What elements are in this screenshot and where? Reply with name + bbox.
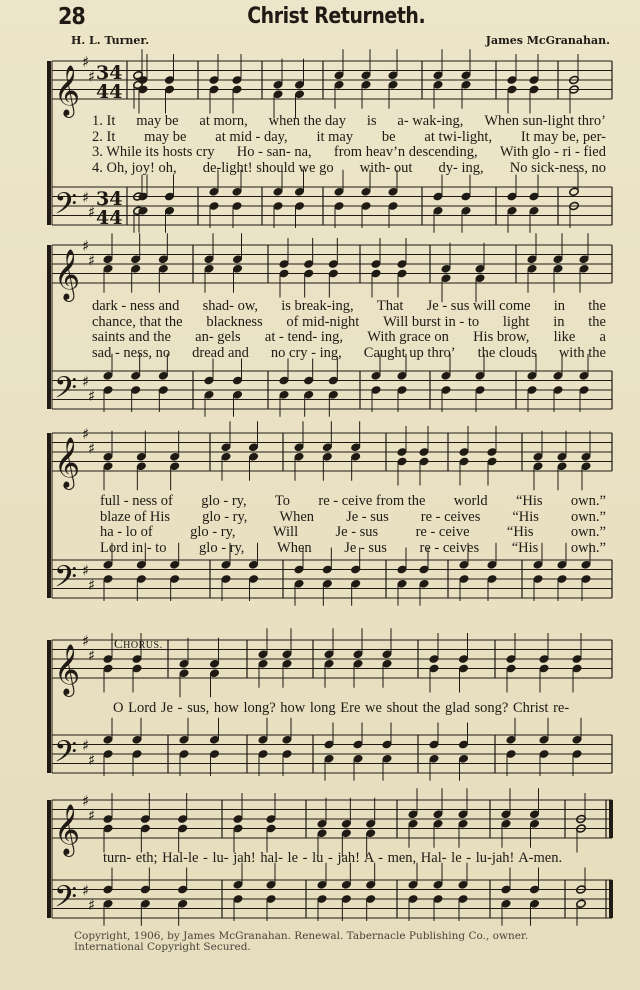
treble-clef-icon: 𝄞 — [54, 65, 81, 116]
verse-line-2 — [92, 315, 606, 331]
verse-line-2 — [100, 510, 606, 526]
lyric-syllables: at morn, — [199, 113, 248, 129]
lyric-syllables: Caught up thro’ — [363, 344, 456, 361]
chorus-lyrics-line-1: O Lord Je - sus, how long? how long Ere we shout the glad song? Christ re- — [113, 700, 570, 716]
lyric-syllables: re - ceive from the — [318, 493, 426, 509]
lyric-syllables: Lord in - to — [100, 539, 167, 556]
lyric-syllables: glo - ry, — [202, 508, 248, 525]
hymn-number: 28 — [58, 4, 85, 30]
bass-clef-icon: 𝄢 — [54, 735, 78, 777]
lyric-syllables: When sun-light thro’ — [484, 113, 606, 129]
lyric-syllables: at twi-light, — [424, 128, 493, 145]
lyric-syllables: an- gels — [195, 329, 241, 345]
lyric-syllables: blackness — [206, 313, 263, 330]
lyric-syllables: When — [277, 539, 312, 556]
lyric-syllables: a — [599, 329, 606, 345]
lyric-syllables: may be — [136, 113, 179, 129]
lyric-syllables: 1. It — [92, 113, 116, 129]
svg-text:♯: ♯ — [82, 425, 90, 443]
svg-text:♯: ♯ — [82, 792, 90, 810]
bass-clef-icon: 𝄢 — [54, 880, 78, 922]
verse-line-4 — [92, 161, 606, 177]
lyric-syllables: at - tend- ing, — [264, 329, 344, 345]
verse-block-2 — [92, 299, 606, 361]
lyric-syllables: Will burst in - to — [383, 313, 480, 330]
lyric-syllables: sad - ness, no — [92, 344, 171, 361]
svg-text:44: 44 — [96, 207, 123, 229]
bass-clef-icon: 𝄢 — [54, 371, 78, 413]
chorus-label-initial: C — [114, 636, 124, 651]
treble-clef-icon: 𝄞 — [54, 249, 81, 300]
lyric-syllables: the — [588, 313, 606, 330]
lyric-syllables: “His — [506, 524, 534, 540]
lyric-syllables: from heav’n descending, — [333, 144, 478, 160]
verse-line-4 — [92, 346, 606, 362]
lyric-syllables: When — [279, 508, 315, 525]
lyric-syllables: is — [366, 113, 377, 129]
svg-text:♯: ♯ — [88, 439, 96, 458]
lyric-syllables: own.” — [570, 493, 606, 509]
treble-clef-icon: 𝄞 — [54, 804, 81, 855]
lyric-syllables: “His — [512, 508, 539, 525]
verse-line-3 — [92, 330, 606, 346]
lyric-syllables: a- wak-ing, — [397, 113, 464, 129]
svg-text:♯: ♯ — [82, 237, 90, 255]
svg-text:44: 44 — [96, 81, 123, 103]
lyric-syllables: dy- ing, — [438, 159, 484, 176]
verse-line-3 — [92, 145, 606, 161]
svg-text:♯: ♯ — [82, 53, 90, 71]
lyric-syllables: “His — [515, 493, 543, 509]
copyright-line-1: Copyright, 1906, by James McGranahan. Renewal. Tabernacle Publishing Co., owner. — [74, 930, 529, 942]
lyric-syllables: No sick-ness, no — [509, 159, 606, 176]
lyric-syllables: when the day — [268, 113, 346, 129]
lyricist-credit: H. L. Turner. — [71, 34, 150, 47]
lyric-syllables: ha - lo of — [100, 524, 153, 540]
verse-line-3 — [100, 525, 606, 541]
verse-block-1 — [92, 114, 606, 176]
svg-text:♯: ♯ — [88, 575, 96, 594]
composer-credit: James McGranahan. — [485, 34, 610, 47]
lyric-syllables: dread and — [192, 344, 249, 361]
lyric-syllables: Je - sus — [346, 508, 389, 525]
lyric-syllables: own.” — [570, 524, 606, 540]
chorus-label — [114, 636, 163, 652]
bass-clef-icon: 𝄢 — [54, 560, 78, 602]
verse-line-2 — [92, 130, 606, 146]
svg-text:34: 34 — [96, 62, 123, 84]
lyric-syllables: That — [376, 298, 404, 314]
verse-line-1 — [100, 494, 606, 510]
lyric-syllables: dark - ness and — [92, 298, 180, 314]
lyric-syllables: With grace on — [367, 329, 449, 345]
svg-text:♯: ♯ — [88, 895, 96, 914]
lyric-syllables: the clouds — [477, 344, 537, 361]
svg-text:♯: ♯ — [88, 646, 96, 665]
bass-clef-icon: 𝄢 — [54, 187, 78, 229]
lyric-syllables: de-light! should we go — [202, 159, 334, 176]
lyric-syllables: To — [274, 493, 291, 509]
svg-text:♯: ♯ — [82, 372, 90, 391]
lyric-syllables: Je - sus — [344, 539, 387, 556]
treble-clef-icon: 𝄞 — [54, 644, 81, 695]
lyric-syllables: 3. While its hosts cry — [92, 144, 215, 160]
svg-text:34: 34 — [96, 188, 123, 210]
lyric-syllables: world — [453, 493, 488, 509]
lyric-syllables: is break-ing, — [281, 298, 354, 314]
lyric-syllables: it may — [316, 128, 354, 145]
lyric-syllables: 4. Oh, joy! oh, — [92, 159, 177, 176]
lyric-syllables: at mid - day, — [215, 128, 288, 145]
verse-line-1 — [92, 114, 606, 130]
svg-text:♯: ♯ — [82, 632, 90, 650]
svg-text:♯: ♯ — [88, 806, 96, 825]
lyric-syllables: “His — [511, 539, 539, 556]
lyric-syllables: like — [553, 329, 576, 345]
verse-block-3 — [100, 494, 606, 556]
lyric-syllables: saints and the — [92, 329, 171, 345]
lyric-syllables: re - ceives — [419, 539, 480, 556]
copyright-notice — [74, 931, 528, 953]
lyric-syllables: the — [588, 298, 606, 314]
lyric-syllables: may be — [144, 128, 187, 145]
lyric-syllables: glo - ry, — [201, 493, 247, 509]
chorus-label-rest: HORUS. — [123, 640, 163, 651]
lyric-syllables: with the — [558, 344, 606, 361]
lyric-syllables: be — [381, 128, 396, 145]
lyric-syllables: full - ness of — [100, 493, 173, 509]
lyric-syllables: Je - sus — [335, 524, 379, 540]
lyric-syllables: in — [553, 313, 565, 330]
lyric-syllables: shad- ow, — [202, 298, 259, 314]
copyright-line-2: International Copyright Secured. — [74, 941, 251, 953]
hymn-title: Christ Returneth. — [247, 4, 426, 29]
lyric-syllables: glo - ry, — [199, 539, 245, 556]
lyric-syllables: no cry - ing, — [270, 344, 342, 361]
lyric-syllables: with- out — [359, 159, 413, 176]
lyric-syllables: light — [502, 313, 530, 330]
lyric-syllables: own.” — [570, 539, 606, 556]
verse-line-1 — [92, 299, 606, 315]
svg-text:♯: ♯ — [88, 202, 96, 221]
lyric-syllables: Will — [272, 524, 299, 540]
svg-text:♯: ♯ — [82, 881, 90, 900]
lyric-syllables: re - ceive — [415, 524, 470, 540]
lyric-syllables: Je - sus will come — [426, 298, 531, 314]
svg-text:♯: ♯ — [88, 67, 96, 86]
svg-text:♯: ♯ — [82, 561, 90, 580]
lyric-syllables: own.” — [570, 508, 606, 525]
svg-text:♯: ♯ — [88, 251, 96, 270]
lyric-syllables: With glo - ri - fied — [499, 144, 606, 160]
treble-clef-icon: 𝄞 — [54, 437, 81, 488]
lyric-syllables: It may be, per- — [520, 128, 606, 145]
svg-text:♯: ♯ — [88, 386, 96, 405]
lyric-syllables: re - ceives — [420, 508, 481, 525]
lyric-syllables: glo - ry, — [190, 524, 236, 540]
verse-line-4 — [100, 541, 606, 557]
lyric-syllables: blaze of His — [100, 508, 171, 525]
lyric-syllables: in — [553, 298, 566, 314]
lyric-syllables: 2. It — [92, 128, 116, 145]
svg-text:♯: ♯ — [82, 736, 90, 755]
svg-text:♯: ♯ — [88, 750, 96, 769]
lyric-syllables: chance, that the — [92, 313, 183, 330]
chorus-lyrics-line-2: turn- eth; Hal-le - lu- jah! hal- le - lu - jah! A - men, Hal- le - lu-jah! A-men. — [103, 850, 563, 866]
lyric-syllables: of mid-night — [286, 313, 360, 330]
lyric-syllables: His brow, — [473, 329, 530, 345]
svg-text:♯: ♯ — [82, 188, 90, 207]
lyric-syllables: Ho - san- na, — [236, 144, 312, 160]
